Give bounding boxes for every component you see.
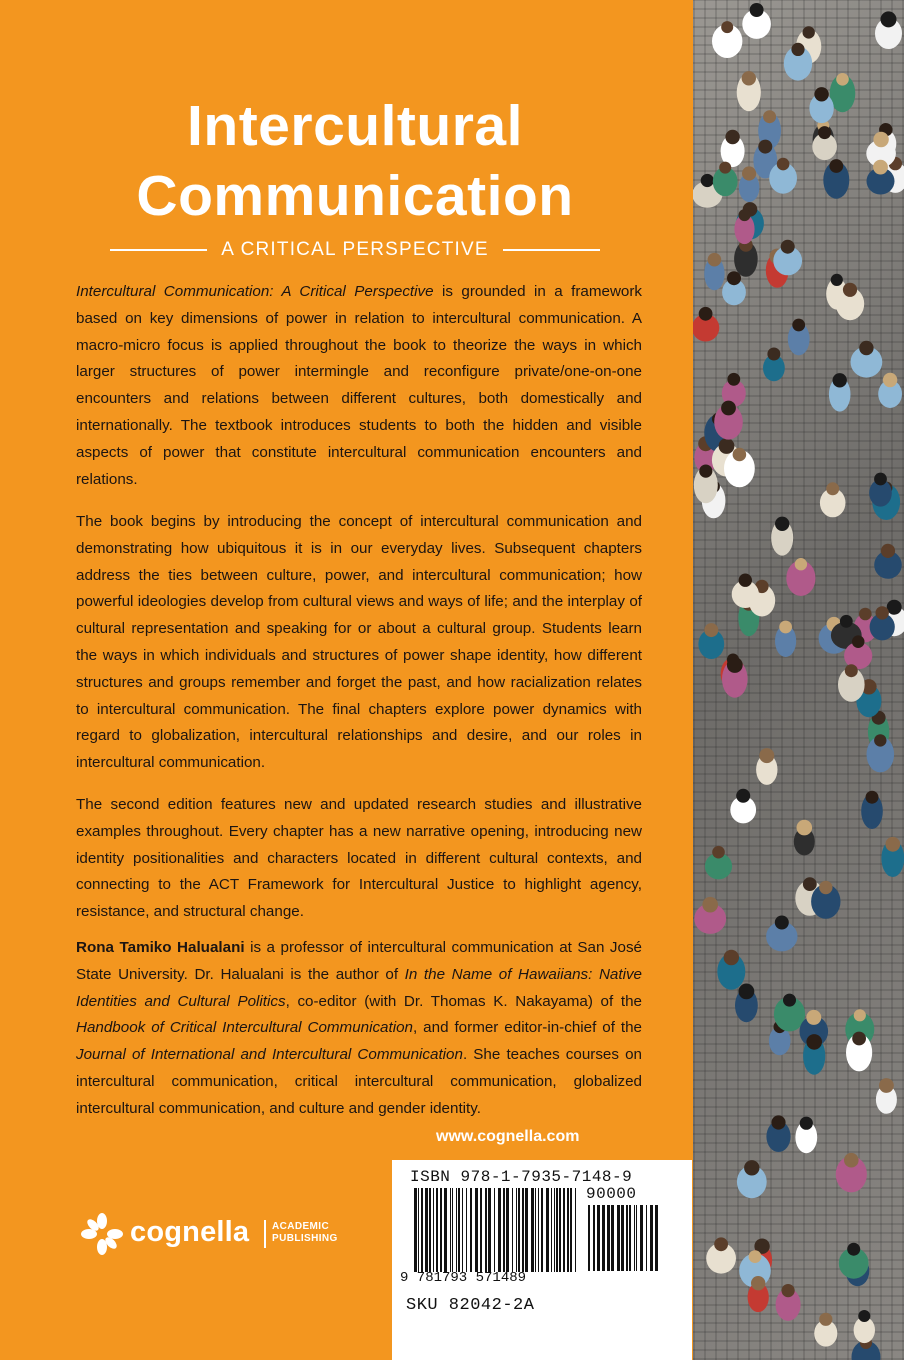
book-title-italic: Intercultural Communication: A Critical Perspective [76,283,434,300]
cognella-flower-icon [80,1212,124,1256]
publisher-website[interactable]: www.cognella.com [436,1128,580,1145]
book-title-line1: Intercultural [187,94,523,158]
book-subtitle: A CRITICAL PERSPECTIVE [221,239,489,260]
logo-divider [264,1220,266,1248]
addon-barcode [588,1205,658,1271]
blurb-paragraph-2: The book begins by introducing the concept of intercultural communication and demonstrating how ubiquitous it is in our everyday lives. Subsequent chapters address the ties between culture, power, and intercultural communication; how powerful ideologies develop from cultural views and ways of life; and the interplay of cultural representation and speaking for or about a cultural group. Students learn the ways in which individuals and structures of power shape identity, how different structures and groups remember and forget the past, and how racialization relates to intercultural communication. The final chapters explore power dynamics with regard to globalization, intercultural relationships and desire, and our roles in intercultural communication. [76,513,642,772]
price-addon: 90000 [586,1185,637,1203]
sku-code: SKU 82042-2A [406,1296,535,1315]
author-book-3: Journal of International and Intercultural Communication [76,1046,463,1064]
subtitle-rule-left [110,249,207,251]
publisher-name: cognella [130,1216,250,1248]
barcode-digits: 9 781793 571489 [400,1270,527,1286]
publisher-tagline-1: ACADEMIC [272,1221,330,1232]
subtitle-rule-right [503,249,600,251]
author-bio-text-2: , co-editor (with Dr. Thomas K. Nakayama) of the [285,992,642,1010]
author-bio [76,935,642,1123]
publisher-tagline [272,1221,338,1245]
author-book-2: Handbook of Critical Intercultural Communication [76,1019,413,1037]
barcode-panel [392,1160,692,1360]
blurb-p1-text: is grounded in a framework based on key dimensions of power in relation to intercultural communication. A macro-micro focus is applied throughout the book to theorize the ways in which larger structures of power intermingle and reconfigure private/one-on-one encounters and relations between different cultures, both domestically and internationally. The textbook introduces students to both the hidden and visible aspects of power that constitute intercultural communication encounters and relations. [76,283,643,488]
book-title-line2: Communication [136,164,574,228]
isbn-number: ISBN 978-1-7935-7148-9 [410,1168,633,1186]
publisher-tagline-2: PUBLISHING [272,1233,338,1244]
author-book-1: In the Name of Hawaiians: Native Identities and Cultural Politics [76,965,642,1010]
author-name: Rona Tamiko Halualani [76,939,245,956]
blurb-paragraph-1 [76,279,642,493]
publisher-logo [80,1212,370,1258]
author-bio-text-3: , and former editor-in-chief of the [413,1019,642,1037]
author-bio-text-4: . She teaches courses on intercultural communication, critical intercultural communication, globalized intercultural communication, and culture and gender identity. [76,1046,642,1117]
ean-barcode [414,1188,580,1272]
subtitle-row [110,236,600,264]
crowd-photo [693,0,904,1360]
author-bio-text-1: is a professor of intercultural communication at San José State University. Dr. Halualani is the author of [76,939,642,983]
blurb-paragraph-3: The second edition features new and updated research studies and illustrative examples throughout. Every chapter has a new narrative opening, introducing new identity positionalities and characters located in different cultural contexts, and connecting to the ACT Framework for Intercultural Justice to highlight agency, resistance, and structural change. [76,796,642,921]
crowd-photo-figures [693,0,904,1360]
